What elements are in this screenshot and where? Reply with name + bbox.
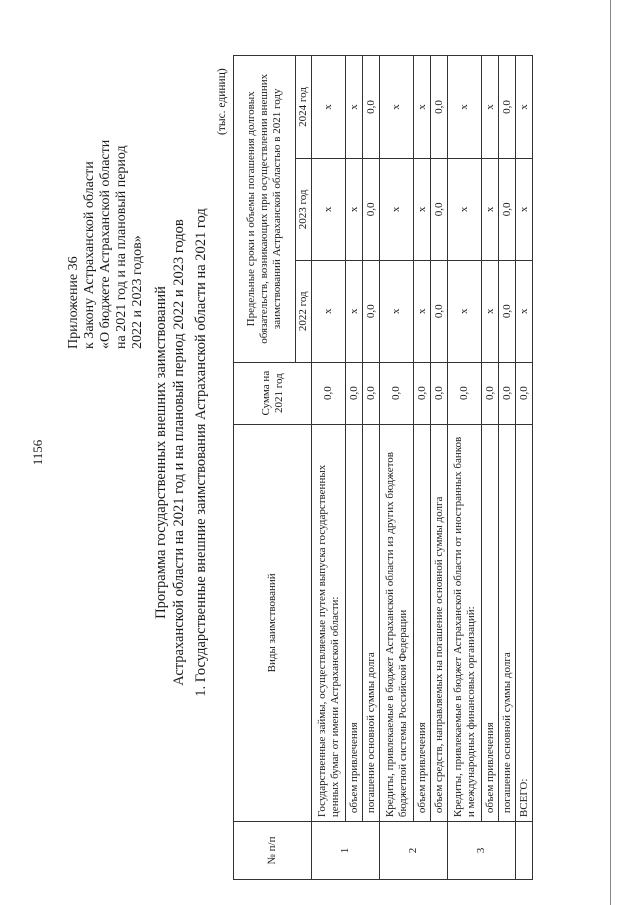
row-2023: х: [414, 158, 431, 260]
table-row: [312, 56, 346, 880]
row-2023: 0,0: [431, 158, 448, 260]
header-2022: 2022 год: [296, 260, 312, 362]
row-2022: 0,0: [499, 260, 516, 362]
row-name: Кредиты, привлекаемые в бюджет Астраханской области от иностранных банков и международных финансовых организаций:: [448, 424, 482, 821]
unit-note: (тыс. единиц): [216, 68, 228, 135]
row-num: 2: [380, 822, 448, 880]
row-sum: 0,0: [346, 362, 363, 424]
row-2022: х: [380, 260, 414, 362]
row-2024: х: [482, 56, 499, 159]
row-2022: х: [516, 260, 533, 362]
row-2022: х: [414, 260, 431, 362]
annex-line: 2022 и 2023 годов»: [130, 235, 145, 349]
row-sum: 0,0: [448, 362, 482, 424]
row-sum: 0,0: [499, 362, 516, 424]
table-row: [363, 56, 380, 880]
row-2022: х: [346, 260, 363, 362]
table-row: [499, 56, 516, 880]
table-row: [380, 56, 414, 880]
row-2024: 0,0: [499, 56, 516, 159]
table-row: [482, 56, 499, 880]
row-2024: х: [312, 56, 346, 159]
row-sum: 0,0: [380, 362, 414, 424]
row-2022: х: [482, 260, 499, 362]
row-sum: 0,0: [516, 362, 533, 424]
row-2022: х: [448, 260, 482, 362]
annex-line: к Закону Астраханской области: [82, 161, 97, 349]
row-2023: х: [380, 158, 414, 260]
row-2024: 0,0: [363, 56, 380, 159]
row-2024: х: [414, 56, 431, 159]
row-sum: 0,0: [414, 362, 431, 424]
row-sum: 0,0: [482, 362, 499, 424]
row-name: объем привлечения: [482, 424, 499, 821]
row-name: Кредиты, привлекаемые в бюджет Астраханской области из других бюджетов бюджетной системы Российской Федерации: [380, 424, 414, 821]
row-sum: 0,0: [312, 362, 346, 424]
row-2024: 0,0: [431, 56, 448, 159]
annex-line: «О бюджете Астраханской области: [98, 139, 113, 349]
program-title-line1: Программа государственных внешних заимствований: [153, 286, 169, 619]
row-num: [516, 822, 533, 880]
annex-block: [66, 49, 146, 349]
row-2023: х: [448, 158, 482, 260]
row-sum: 0,0: [431, 362, 448, 424]
row-2024: х: [346, 56, 363, 159]
header-2024: 2024 год: [296, 56, 312, 159]
annex-line: Приложение 36: [66, 256, 81, 349]
row-num: 3: [448, 822, 516, 880]
page-number: 1156: [30, 439, 45, 466]
row-name: объем привлечения: [414, 424, 431, 821]
row-name: объем средств, направляемых на погашение основной суммы долга: [431, 424, 448, 821]
row-num: 1: [312, 822, 380, 880]
header-num: № п/п: [234, 822, 312, 880]
row-2023: 0,0: [499, 158, 516, 260]
header-2023: 2023 год: [296, 158, 312, 260]
row-2024: х: [448, 56, 482, 159]
row-name: Государственные займы, осуществляемые путем выпуска государственных ценных бумаг от имени Астраханской области:: [312, 424, 346, 821]
header-kind: Виды заимствований: [234, 424, 312, 821]
header-terms: Предельные сроки и объемы погашения долговых обязательств, возникающих при осуществлении внешних заимствований Астраханской областью в 2021 году: [234, 56, 296, 363]
table-row: [414, 56, 431, 880]
row-2022: 0,0: [431, 260, 448, 362]
row-2023: х: [346, 158, 363, 260]
row-2022: 0,0: [363, 260, 380, 362]
row-2023: х: [482, 158, 499, 260]
table-row: [346, 56, 363, 880]
row-2023: х: [312, 158, 346, 260]
row-2023: х: [516, 158, 533, 260]
row-name: погашение основной суммы долга: [363, 424, 380, 821]
row-2023: 0,0: [363, 158, 380, 260]
row-name: ВСЕГО:: [516, 424, 533, 821]
row-sum: 0,0: [363, 362, 380, 424]
table-row: [431, 56, 448, 880]
row-2024: х: [516, 56, 533, 159]
row-name: объем привлечения: [346, 424, 363, 821]
table-row-total: [516, 56, 533, 880]
program-title-line2: Астраханской области на 2021 год и на плановый период 2022 и 2023 годов: [171, 219, 187, 686]
table-row: [448, 56, 482, 880]
page-bottom-rule: [610, 0, 611, 905]
row-name: погашение основной суммы долга: [499, 424, 516, 821]
annex-line: на 2021 год и на плановый период: [114, 145, 129, 349]
row-2022: х: [312, 260, 346, 362]
borrowings-table: [233, 55, 533, 880]
header-sum: Сумма на 2021 год: [234, 362, 312, 424]
row-2024: х: [380, 56, 414, 159]
section-title: 1. Государственные внешние заимствования Астраханской области на 2021 год: [193, 208, 209, 697]
